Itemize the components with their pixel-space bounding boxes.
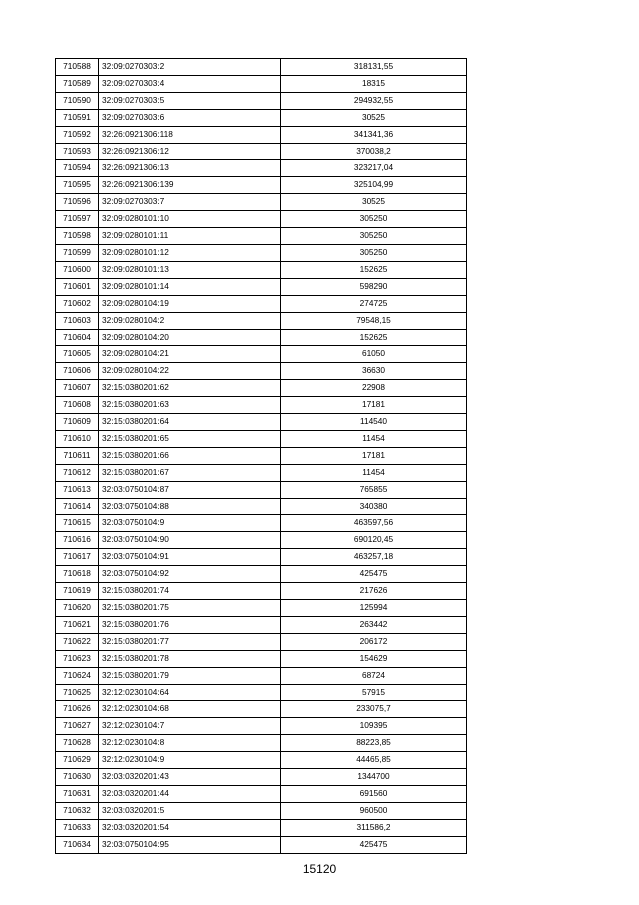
row-id-cell: 710620 [56,600,99,617]
cadastral-number-cell: 32:03:0750104:88 [99,498,281,515]
cadastral-value-cell: 30525 [281,194,467,211]
cadastral-value-cell: 425475 [281,836,467,853]
table-row [56,515,467,532]
cadastral-number-cell: 32:03:0320201:43 [99,769,281,786]
cadastral-value-cell: 88223,85 [281,735,467,752]
row-id-cell: 710594 [56,160,99,177]
cadastral-value-cell: 154629 [281,650,467,667]
cadastral-number-cell: 32:03:0320201:5 [99,802,281,819]
cadastral-number-cell: 32:09:0270303:5 [99,92,281,109]
table-row [56,363,467,380]
row-id-cell: 710629 [56,752,99,769]
table-row [56,295,467,312]
table-row [56,684,467,701]
cadastral-number-cell: 32:12:0230104:64 [99,684,281,701]
row-id-cell: 710593 [56,143,99,160]
cadastral-value-cell: 22908 [281,380,467,397]
table-row [56,312,467,329]
table-row [56,177,467,194]
cadastral-value-cell: 109395 [281,718,467,735]
cadastral-value-cell: 294932,55 [281,92,467,109]
cadastral-number-cell: 32:15:0380201:65 [99,430,281,447]
row-id-cell: 710618 [56,566,99,583]
table-row [56,616,467,633]
cadastral-value-cell: 318131,55 [281,59,467,76]
row-id-cell: 710632 [56,802,99,819]
table-row [56,211,467,228]
cadastral-value-cell: 233075,7 [281,701,467,718]
table-row [56,701,467,718]
cadastral-number-cell: 32:09:0280101:13 [99,261,281,278]
table-row [56,126,467,143]
cadastral-value-cell: 425475 [281,566,467,583]
row-id-cell: 710627 [56,718,99,735]
table-row [56,566,467,583]
cadastral-number-cell: 32:03:0750104:90 [99,532,281,549]
cadastral-value-cell: 341341,36 [281,126,467,143]
table-row [56,92,467,109]
cadastral-value-cell: 960500 [281,802,467,819]
cadastral-number-cell: 32:15:0380201:64 [99,414,281,431]
cadastral-number-cell: 32:15:0380201:67 [99,464,281,481]
table-row [56,583,467,600]
cadastral-value-cell: 68724 [281,667,467,684]
cadastral-value-cell: 152625 [281,329,467,346]
row-id-cell: 710590 [56,92,99,109]
cadastral-number-cell: 32:03:0750104:95 [99,836,281,853]
row-id-cell: 710617 [56,549,99,566]
row-id-cell: 710621 [56,616,99,633]
cadastral-value-cell: 1344700 [281,769,467,786]
cadastral-value-cell: 61050 [281,346,467,363]
cadastral-number-cell: 32:03:0750104:87 [99,481,281,498]
cadastral-value-table [55,58,467,854]
row-id-cell: 710625 [56,684,99,701]
table-row [56,194,467,211]
cadastral-value-cell: 30525 [281,109,467,126]
cadastral-value-cell: 125994 [281,600,467,617]
cadastral-number-cell: 32:09:0280104:2 [99,312,281,329]
cadastral-value-cell: 57915 [281,684,467,701]
cadastral-number-cell: 32:15:0380201:62 [99,380,281,397]
row-id-cell: 710598 [56,228,99,245]
cadastral-number-cell: 32:15:0380201:77 [99,633,281,650]
cadastral-value-cell: 340380 [281,498,467,515]
cadastral-number-cell: 32:09:0270303:6 [99,109,281,126]
row-id-cell: 710619 [56,583,99,600]
cadastral-value-cell: 305250 [281,211,467,228]
cadastral-number-cell: 32:26:0921306:139 [99,177,281,194]
row-id-cell: 710630 [56,769,99,786]
cadastral-number-cell: 32:03:0750104:92 [99,566,281,583]
table-row [56,481,467,498]
cadastral-number-cell: 32:26:0921306:12 [99,143,281,160]
page-number: 15120 [302,862,337,876]
table-row [56,278,467,295]
row-id-cell: 710606 [56,363,99,380]
row-id-cell: 710613 [56,481,99,498]
cadastral-value-cell: 263442 [281,616,467,633]
row-id-cell: 710596 [56,194,99,211]
table-row [56,228,467,245]
table-row [56,109,467,126]
cadastral-value-cell: 217626 [281,583,467,600]
table-row [56,836,467,853]
table-row [56,802,467,819]
cadastral-value-cell: 17181 [281,397,467,414]
cadastral-number-cell: 32:09:0280104:20 [99,329,281,346]
table-row [56,633,467,650]
row-id-cell: 710599 [56,244,99,261]
cadastral-value-cell: 305250 [281,228,467,245]
row-id-cell: 710615 [56,515,99,532]
cadastral-number-cell: 32:03:0750104:9 [99,515,281,532]
cadastral-number-cell: 32:09:0270303:2 [99,59,281,76]
table-row [56,667,467,684]
table-row [56,785,467,802]
cadastral-value-cell: 114540 [281,414,467,431]
row-id-cell: 710591 [56,109,99,126]
cadastral-value-cell: 311586,2 [281,819,467,836]
cadastral-number-cell: 32:15:0380201:63 [99,397,281,414]
table-row [56,397,467,414]
row-id-cell: 710608 [56,397,99,414]
table-row [56,414,467,431]
table-row [56,329,467,346]
table-row [56,819,467,836]
table-row [56,160,467,177]
cadastral-number-cell: 32:26:0921306:118 [99,126,281,143]
table-row [56,600,467,617]
table-row [56,447,467,464]
table-row [56,380,467,397]
table-row [56,75,467,92]
row-id-cell: 710607 [56,380,99,397]
cadastral-value-cell: 17181 [281,447,467,464]
table-row [56,650,467,667]
row-id-cell: 710597 [56,211,99,228]
row-id-cell: 710624 [56,667,99,684]
cadastral-value-cell: 11454 [281,430,467,447]
cadastral-number-cell: 32:12:0230104:7 [99,718,281,735]
cadastral-value-cell: 206172 [281,633,467,650]
cadastral-value-cell: 274725 [281,295,467,312]
table-row [56,532,467,549]
cadastral-value-cell: 79548,15 [281,312,467,329]
cadastral-number-cell: 32:12:0230104:68 [99,701,281,718]
table-row [56,244,467,261]
cadastral-value-cell: 18315 [281,75,467,92]
cadastral-number-cell: 32:12:0230104:9 [99,752,281,769]
row-id-cell: 710600 [56,261,99,278]
row-id-cell: 710622 [56,633,99,650]
table-row [56,718,467,735]
table-row [56,430,467,447]
cadastral-number-cell: 32:09:0280104:19 [99,295,281,312]
row-id-cell: 710589 [56,75,99,92]
table-body [56,59,467,854]
cadastral-number-cell: 32:03:0750104:91 [99,549,281,566]
table-row [56,549,467,566]
row-id-cell: 710602 [56,295,99,312]
cadastral-number-cell: 32:09:0270303:7 [99,194,281,211]
cadastral-number-cell: 32:15:0380201:76 [99,616,281,633]
row-id-cell: 710631 [56,785,99,802]
cadastral-value-cell: 323217,04 [281,160,467,177]
row-id-cell: 710614 [56,498,99,515]
cadastral-value-cell: 463597,56 [281,515,467,532]
row-id-cell: 710604 [56,329,99,346]
row-id-cell: 710616 [56,532,99,549]
cadastral-number-cell: 32:15:0380201:79 [99,667,281,684]
cadastral-value-cell: 598290 [281,278,467,295]
cadastral-number-cell: 32:15:0380201:74 [99,583,281,600]
cadastral-value-cell: 463257,18 [281,549,467,566]
cadastral-value-cell: 370038,2 [281,143,467,160]
table-row [56,261,467,278]
cadastral-value-cell: 690120,45 [281,532,467,549]
row-id-cell: 710609 [56,414,99,431]
cadastral-value-cell: 325104,99 [281,177,467,194]
cadastral-number-cell: 32:12:0230104:8 [99,735,281,752]
table-row [56,464,467,481]
cadastral-number-cell: 32:09:0280104:22 [99,363,281,380]
cadastral-number-cell: 32:26:0921306:13 [99,160,281,177]
cadastral-number-cell: 32:09:0280101:10 [99,211,281,228]
cadastral-number-cell: 32:03:0320201:54 [99,819,281,836]
cadastral-number-cell: 32:15:0380201:75 [99,600,281,617]
table-row [56,59,467,76]
row-id-cell: 710588 [56,59,99,76]
cadastral-value-cell: 44465,85 [281,752,467,769]
row-id-cell: 710605 [56,346,99,363]
cadastral-number-cell: 32:09:0280104:21 [99,346,281,363]
cadastral-number-cell: 32:15:0380201:78 [99,650,281,667]
table-row [56,498,467,515]
table-row [56,752,467,769]
table-row [56,346,467,363]
row-id-cell: 710633 [56,819,99,836]
table-row [56,143,467,160]
cadastral-value-cell: 305250 [281,244,467,261]
row-id-cell: 710603 [56,312,99,329]
cadastral-number-cell: 32:09:0270303:4 [99,75,281,92]
cadastral-number-cell: 32:15:0380201:66 [99,447,281,464]
row-id-cell: 710595 [56,177,99,194]
row-id-cell: 710623 [56,650,99,667]
row-id-cell: 710592 [56,126,99,143]
row-id-cell: 710611 [56,447,99,464]
cadastral-value-cell: 152625 [281,261,467,278]
row-id-cell: 710612 [56,464,99,481]
row-id-cell: 710628 [56,735,99,752]
row-id-cell: 710634 [56,836,99,853]
table-row [56,735,467,752]
cadastral-number-cell: 32:09:0280101:14 [99,278,281,295]
cadastral-number-cell: 32:09:0280101:12 [99,244,281,261]
cadastral-value-cell: 765855 [281,481,467,498]
row-id-cell: 710626 [56,701,99,718]
table-row [56,769,467,786]
cadastral-number-cell: 32:03:0320201:44 [99,785,281,802]
row-id-cell: 710610 [56,430,99,447]
cadastral-value-cell: 36630 [281,363,467,380]
cadastral-value-cell: 11454 [281,464,467,481]
cadastral-number-cell: 32:09:0280101:11 [99,228,281,245]
row-id-cell: 710601 [56,278,99,295]
cadastral-value-cell: 691560 [281,785,467,802]
